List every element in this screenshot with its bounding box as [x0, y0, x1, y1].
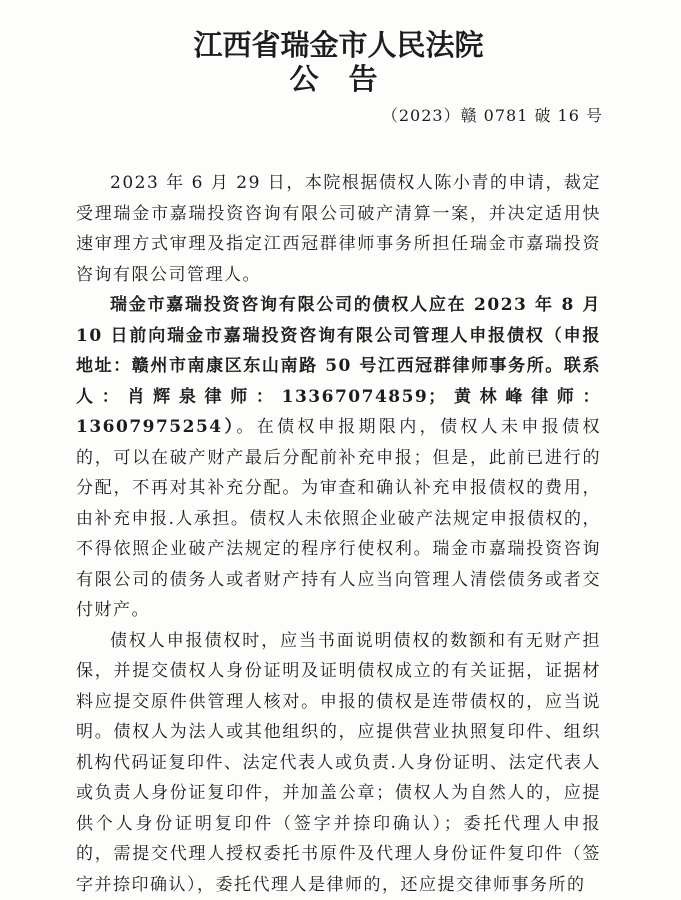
paragraph-text: 债权人申报债权时，应当书面说明债权的数额和有无财产担保，并提交债权人身份证明及证明债权成立的有关证据，证据材料应提交原件供管理人核对。申报的债权是连带债权的，应当说明。债权人为法人或其他组织的，应提供营业执照复印件、组织机构代码证复印件、法定代表人或负责.人身份证明、法定代表人或负责人身份证复印件，并加盖公章；债权人为自然人的，应提供个人身份证明复印件（签字并捺印确认）；委托代理人申报的，需提交代理人授权委托书原件及代理人身份证件复印件（签字并捺印确认），委托代理人是律师的，还应提交律师事务所的 [76, 631, 601, 895]
paragraph-bold-text: 瑞金市嘉瑞投资咨询有限公司的债权人应在 2023 年 8 月 10 日前向瑞金市嘉瑞投资咨询有限公司管理人申报债权（申报地址：赣州市南康区东山南路 50 号江西冠群律师事务所。联系人：肖辉泉律师：13367074859；黄林峰律师：13607975254） [76, 295, 601, 437]
document-type-title: 公 告 [76, 62, 601, 96]
paragraph-acceptance [76, 168, 601, 290]
paragraph-text: 。在债权申报期限内，债权人未申报债权的，可以在破产财产最后分配前补充申报；但是，此前已进行的分配，不再对其补充分配。为审查和确认补充申报债权的费用，由补充申报.人承担。债权人未依照企业破产法规定申报债权的，不得依照企业破产法规定的程序行使权利。瑞金市嘉瑞投资咨询有限公司的债务人或者财产持有人应当向管理人清偿债务或者交付财产。 [76, 417, 601, 620]
paragraph-claim-requirements [76, 626, 601, 900]
paragraph-claim-declaration [76, 290, 601, 626]
case-number: （2023）赣 0781 破 16 号 [76, 104, 603, 128]
court-name: 江西省瑞金市人民法院 [76, 28, 601, 62]
paragraph-text: 2023 年 6 月 29 日，本院根据债权人陈小青的申请，裁定受理瑞金市嘉瑞投资咨询有限公司破产清算一案，并决定适用快速审理方式审理及指定江西冠群律师事务所担任瑞金市嘉瑞投资咨询有限公司管理人。 [76, 173, 601, 285]
